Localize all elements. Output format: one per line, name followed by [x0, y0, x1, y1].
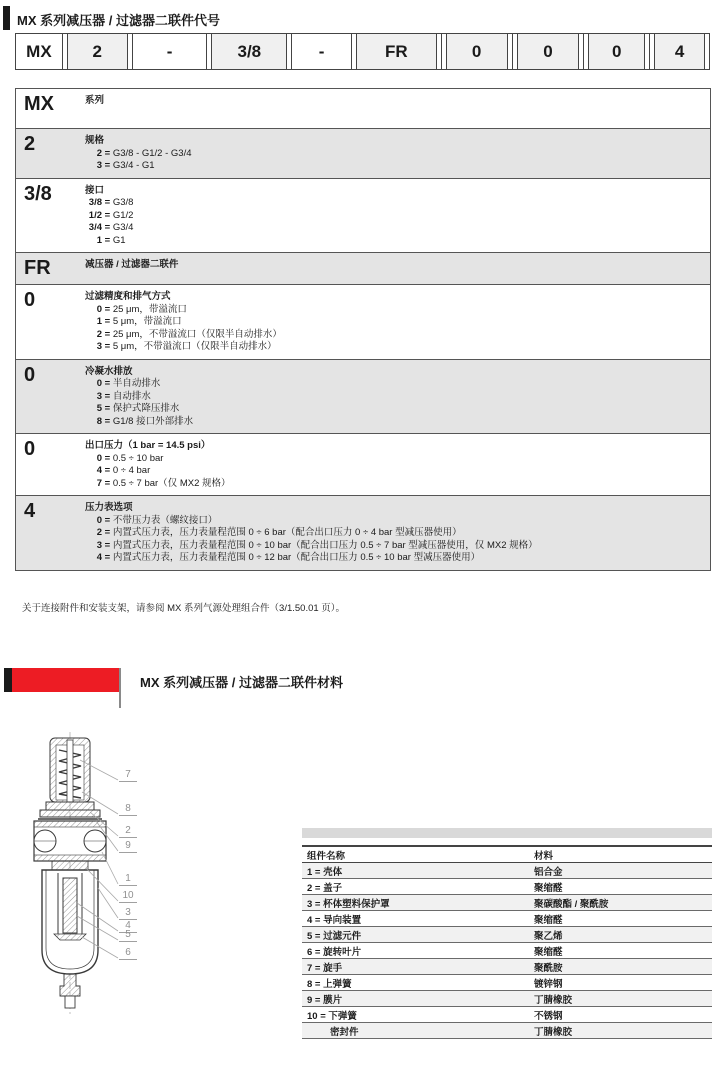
materials-table-header-row — [302, 845, 712, 863]
drawing-part-label: 7 — [119, 769, 137, 782]
option-equals: = — [102, 415, 113, 427]
option-equals: = — [102, 552, 113, 563]
option-equals: = — [102, 452, 113, 464]
code-table-row — [16, 178, 710, 253]
code-option-line — [85, 378, 702, 391]
option-value: G1 — [112, 234, 126, 246]
option-value: G1/2 — [112, 209, 134, 221]
materials-header-component: 组件名称 — [307, 850, 346, 862]
code-option-line — [85, 197, 702, 210]
code-cell: 4 — [24, 500, 36, 522]
code-option-line — [85, 478, 702, 491]
section-red-block — [12, 668, 120, 692]
code-option-line — [85, 329, 702, 342]
material-component-name: 4 = 导向装置 — [307, 914, 362, 926]
materials-table — [302, 828, 712, 1039]
order-code-segment — [649, 34, 709, 69]
option-value: G3/4 - G1 — [112, 160, 155, 171]
section-accent-bar — [3, 6, 10, 30]
cross-section-illustration — [22, 728, 172, 1038]
option-value: G1/8 接口外部排水 — [112, 415, 194, 427]
code-cell: 3/8 — [24, 182, 52, 205]
order-code-segment — [62, 34, 132, 69]
order-code-value: 2 — [67, 34, 128, 69]
order-code-segment — [351, 34, 441, 69]
order-code-segment — [206, 34, 291, 69]
option-value: G3/8 — [112, 197, 134, 208]
drawing-part-label: 3 — [119, 907, 137, 920]
code-description — [70, 364, 710, 429]
code-option-line — [85, 552, 702, 565]
code-description-title: 过滤精度和排气方式 — [85, 291, 171, 302]
option-key: 2 — [96, 527, 102, 538]
option-equals: = — [102, 316, 113, 327]
drawing-part-label: 2 — [119, 825, 137, 838]
option-value: 内置式压力表，压力表量程范围 0 ÷ 12 bar（配合出口压力 0.5 ÷ 10 bar 型减压器使用） — [112, 552, 481, 563]
material-value: 丁腈橡胶 — [534, 994, 573, 1006]
option-key: 0 — [96, 514, 102, 526]
material-value: 聚缩醛 — [534, 914, 563, 926]
drawing-part-label: 1 — [119, 873, 137, 886]
page-title: MX 系列减压器 / 过滤器二联件代号 — [17, 13, 220, 28]
materials-row — [302, 991, 712, 1007]
code-table-row — [16, 128, 710, 178]
code-option-line — [85, 160, 702, 173]
code-table-row — [16, 284, 710, 359]
code-table-row — [16, 495, 710, 570]
material-component-name: 2 = 盖子 — [307, 882, 343, 894]
option-equals: = — [102, 234, 113, 246]
material-value: 镀锌钢 — [534, 978, 563, 990]
option-value: 内置式压力表，压力表量程范围 0 ÷ 6 bar（配合出口压力 0 ÷ 4 bar 型减压器使用） — [112, 527, 462, 538]
option-value: 5 μm，带溢流口 — [112, 316, 182, 327]
material-value: 铝合金 — [534, 866, 563, 878]
code-table-row — [16, 433, 710, 495]
code-description — [70, 438, 710, 490]
materials-row — [302, 1007, 712, 1023]
order-code-value: 0 — [588, 34, 645, 69]
option-value: 内置式压力表，压力表量程范围 0 ÷ 10 bar（配合出口压力 0.5 ÷ 7 bar 型减压器使用，仅 MX2 规格） — [112, 539, 538, 551]
code-description — [70, 183, 710, 248]
code-description-title: 出口压力（1 bar = 14.5 psi） — [85, 440, 211, 451]
code-description — [70, 133, 710, 173]
option-equals: = — [102, 477, 113, 489]
drawing-part-label: 4 — [119, 920, 137, 933]
code-description — [70, 257, 710, 279]
column-divider-line — [119, 668, 121, 708]
option-key: 2 — [96, 147, 102, 159]
code-table-row — [16, 89, 710, 128]
order-code-segment — [441, 34, 512, 69]
code-description-title: 规格 — [85, 135, 105, 146]
order-code-value: 0 — [517, 34, 580, 69]
code-table-row — [16, 359, 710, 434]
option-key: 5 — [96, 403, 102, 414]
code-description-title: 冷凝水排放 — [85, 365, 133, 377]
code-option-line — [85, 540, 702, 553]
drawing-part-label: 9 — [119, 840, 137, 853]
option-equals: = — [102, 328, 113, 340]
option-key: 3 — [96, 390, 102, 402]
option-key: 2 — [96, 328, 102, 340]
material-component-name: 5 = 过滤元件 — [307, 930, 362, 942]
material-value: 不锈钢 — [534, 1010, 563, 1022]
materials-section-title: MX 系列减压器 / 过滤器二联件材料 — [140, 675, 343, 690]
code-option-line — [85, 316, 702, 329]
option-value: G3/8 - G1/2 - G3/4 — [112, 147, 192, 159]
option-key: 0 — [96, 452, 102, 464]
material-component-name: 1 = 壳体 — [307, 866, 343, 878]
option-value: 保护式降压排水 — [112, 403, 180, 414]
drawing-part-label: 6 — [119, 947, 137, 960]
code-option-line — [85, 391, 702, 404]
material-value: 聚缩醛 — [534, 882, 563, 894]
materials-row — [302, 879, 712, 895]
option-key: 3 — [96, 160, 102, 171]
drawing-part-label: 10 — [119, 890, 137, 903]
material-component-name: 7 = 旋手 — [307, 962, 343, 974]
option-equals: = — [102, 222, 113, 233]
option-equals: = — [102, 527, 113, 538]
option-value: G3/4 — [112, 222, 134, 233]
materials-row — [302, 943, 712, 959]
option-key: 1 — [96, 316, 102, 327]
option-value: 半自动排水 — [112, 378, 161, 389]
option-equals: = — [102, 303, 113, 315]
code-cell: MX — [24, 93, 54, 115]
option-key: 7 — [96, 477, 102, 489]
option-equals: = — [102, 514, 113, 526]
material-component-name: 8 = 上弹簧 — [307, 978, 352, 990]
option-key: 3/4 — [88, 222, 102, 233]
material-component-name: 9 = 膜片 — [307, 994, 343, 1006]
materials-row — [302, 911, 712, 927]
materials-row — [302, 927, 712, 943]
option-key: 8 — [96, 415, 102, 427]
note-text: 关于连接附件和安装支架，请参阅 MX 系列气源处理组合件（3/1.50.01 页）。 — [22, 603, 346, 614]
material-component-name: 密封件 — [330, 1026, 359, 1038]
option-equals: = — [102, 160, 113, 171]
code-option-line — [85, 527, 702, 540]
material-component-name: 6 = 旋转叶片 — [307, 946, 362, 958]
option-equals: = — [102, 390, 113, 402]
material-value: 聚酰胺 — [534, 962, 563, 974]
technical-drawing — [22, 728, 172, 1038]
code-option-line — [85, 222, 702, 235]
option-key: 1 — [96, 234, 102, 246]
option-value: 不带压力表（螺纹接口） — [112, 514, 218, 526]
materials-table-body — [302, 863, 712, 1039]
code-option-line — [85, 148, 702, 161]
option-equals: = — [102, 539, 113, 551]
order-code-value: 3/8 — [211, 34, 287, 69]
materials-row — [302, 863, 712, 879]
option-key: 0 — [96, 378, 102, 389]
code-option-line — [85, 403, 702, 416]
order-code-value: 4 — [654, 34, 705, 69]
order-code-value: FR — [356, 34, 437, 69]
code-description-title: 系列 — [85, 95, 105, 106]
code-description — [70, 289, 710, 354]
code-description-title: 减压器 / 过滤器二联件 — [85, 259, 179, 270]
code-option-line — [85, 416, 702, 429]
materials-row — [302, 1023, 712, 1039]
material-value: 聚乙烯 — [534, 930, 563, 942]
materials-row — [302, 895, 712, 911]
order-code-segment: MX — [26, 41, 52, 61]
code-description-title: 压力表选项 — [85, 502, 133, 513]
materials-row — [302, 975, 712, 991]
materials-table-top-band — [302, 828, 712, 838]
option-key: 4 — [96, 552, 102, 563]
option-value: 5 μm，不带溢流口（仅限半自动排水） — [112, 341, 277, 352]
option-key: 0 — [96, 303, 102, 315]
option-value: 0 ÷ 4 bar — [112, 465, 151, 476]
materials-header-material: 材料 — [534, 850, 554, 862]
order-code-row — [15, 33, 710, 70]
option-value: 自动排水 — [112, 390, 151, 402]
option-equals: = — [102, 147, 113, 159]
order-code-value: 0 — [446, 34, 508, 69]
code-cell: 2 — [24, 133, 36, 155]
order-code-segment: - — [132, 34, 207, 69]
option-equals: = — [102, 209, 113, 221]
option-value: 25 μm，带溢流口 — [112, 303, 187, 315]
material-component-name: 3 = 杯体塑料保护罩 — [307, 898, 390, 910]
materials-row — [302, 959, 712, 975]
section-accent-bar — [4, 668, 12, 692]
order-code-segment — [583, 34, 649, 69]
option-equals: = — [102, 465, 113, 476]
material-component-name: 10 = 下弹簧 — [307, 1010, 357, 1022]
code-cell: 0 — [24, 289, 36, 311]
drawing-part-label: 5 — [119, 929, 137, 942]
order-code-segment: - — [291, 34, 351, 69]
code-option-line — [85, 465, 702, 478]
drawing-part-label: 8 — [119, 803, 137, 816]
code-cell: 0 — [24, 438, 36, 460]
option-key: 3/8 — [88, 197, 102, 208]
material-value: 聚碳酸酯 / 聚酰胺 — [534, 898, 609, 910]
order-code-table — [15, 88, 711, 571]
option-value: 0.5 ÷ 7 bar（仅 MX2 规格） — [112, 477, 231, 489]
code-option-line — [85, 210, 702, 223]
option-equals: = — [102, 403, 113, 414]
option-equals: = — [102, 378, 113, 389]
code-option-line — [85, 453, 702, 466]
option-key: 4 — [96, 465, 102, 476]
option-equals: = — [102, 341, 113, 352]
code-cell: FR — [24, 257, 51, 279]
code-description — [70, 93, 710, 123]
option-key: 3 — [96, 539, 102, 551]
code-option-line — [85, 341, 702, 354]
code-table-row — [16, 252, 710, 284]
material-value: 聚缩醛 — [534, 946, 563, 958]
option-value: 25 μm，不带溢流口（仅限半自动排水） — [112, 328, 282, 340]
code-cell: 0 — [24, 363, 36, 386]
code-option-line — [85, 304, 702, 317]
option-value: 0.5 ÷ 10 bar — [112, 452, 164, 464]
code-option-line — [85, 235, 702, 248]
order-code-segment — [512, 34, 584, 69]
code-description — [70, 500, 710, 565]
code-description-title: 接口 — [85, 184, 105, 196]
option-key: 3 — [96, 341, 102, 352]
material-value: 丁腈橡胶 — [534, 1026, 573, 1038]
option-equals: = — [102, 197, 113, 208]
code-option-line — [85, 515, 702, 528]
option-key: 1/2 — [88, 209, 102, 221]
